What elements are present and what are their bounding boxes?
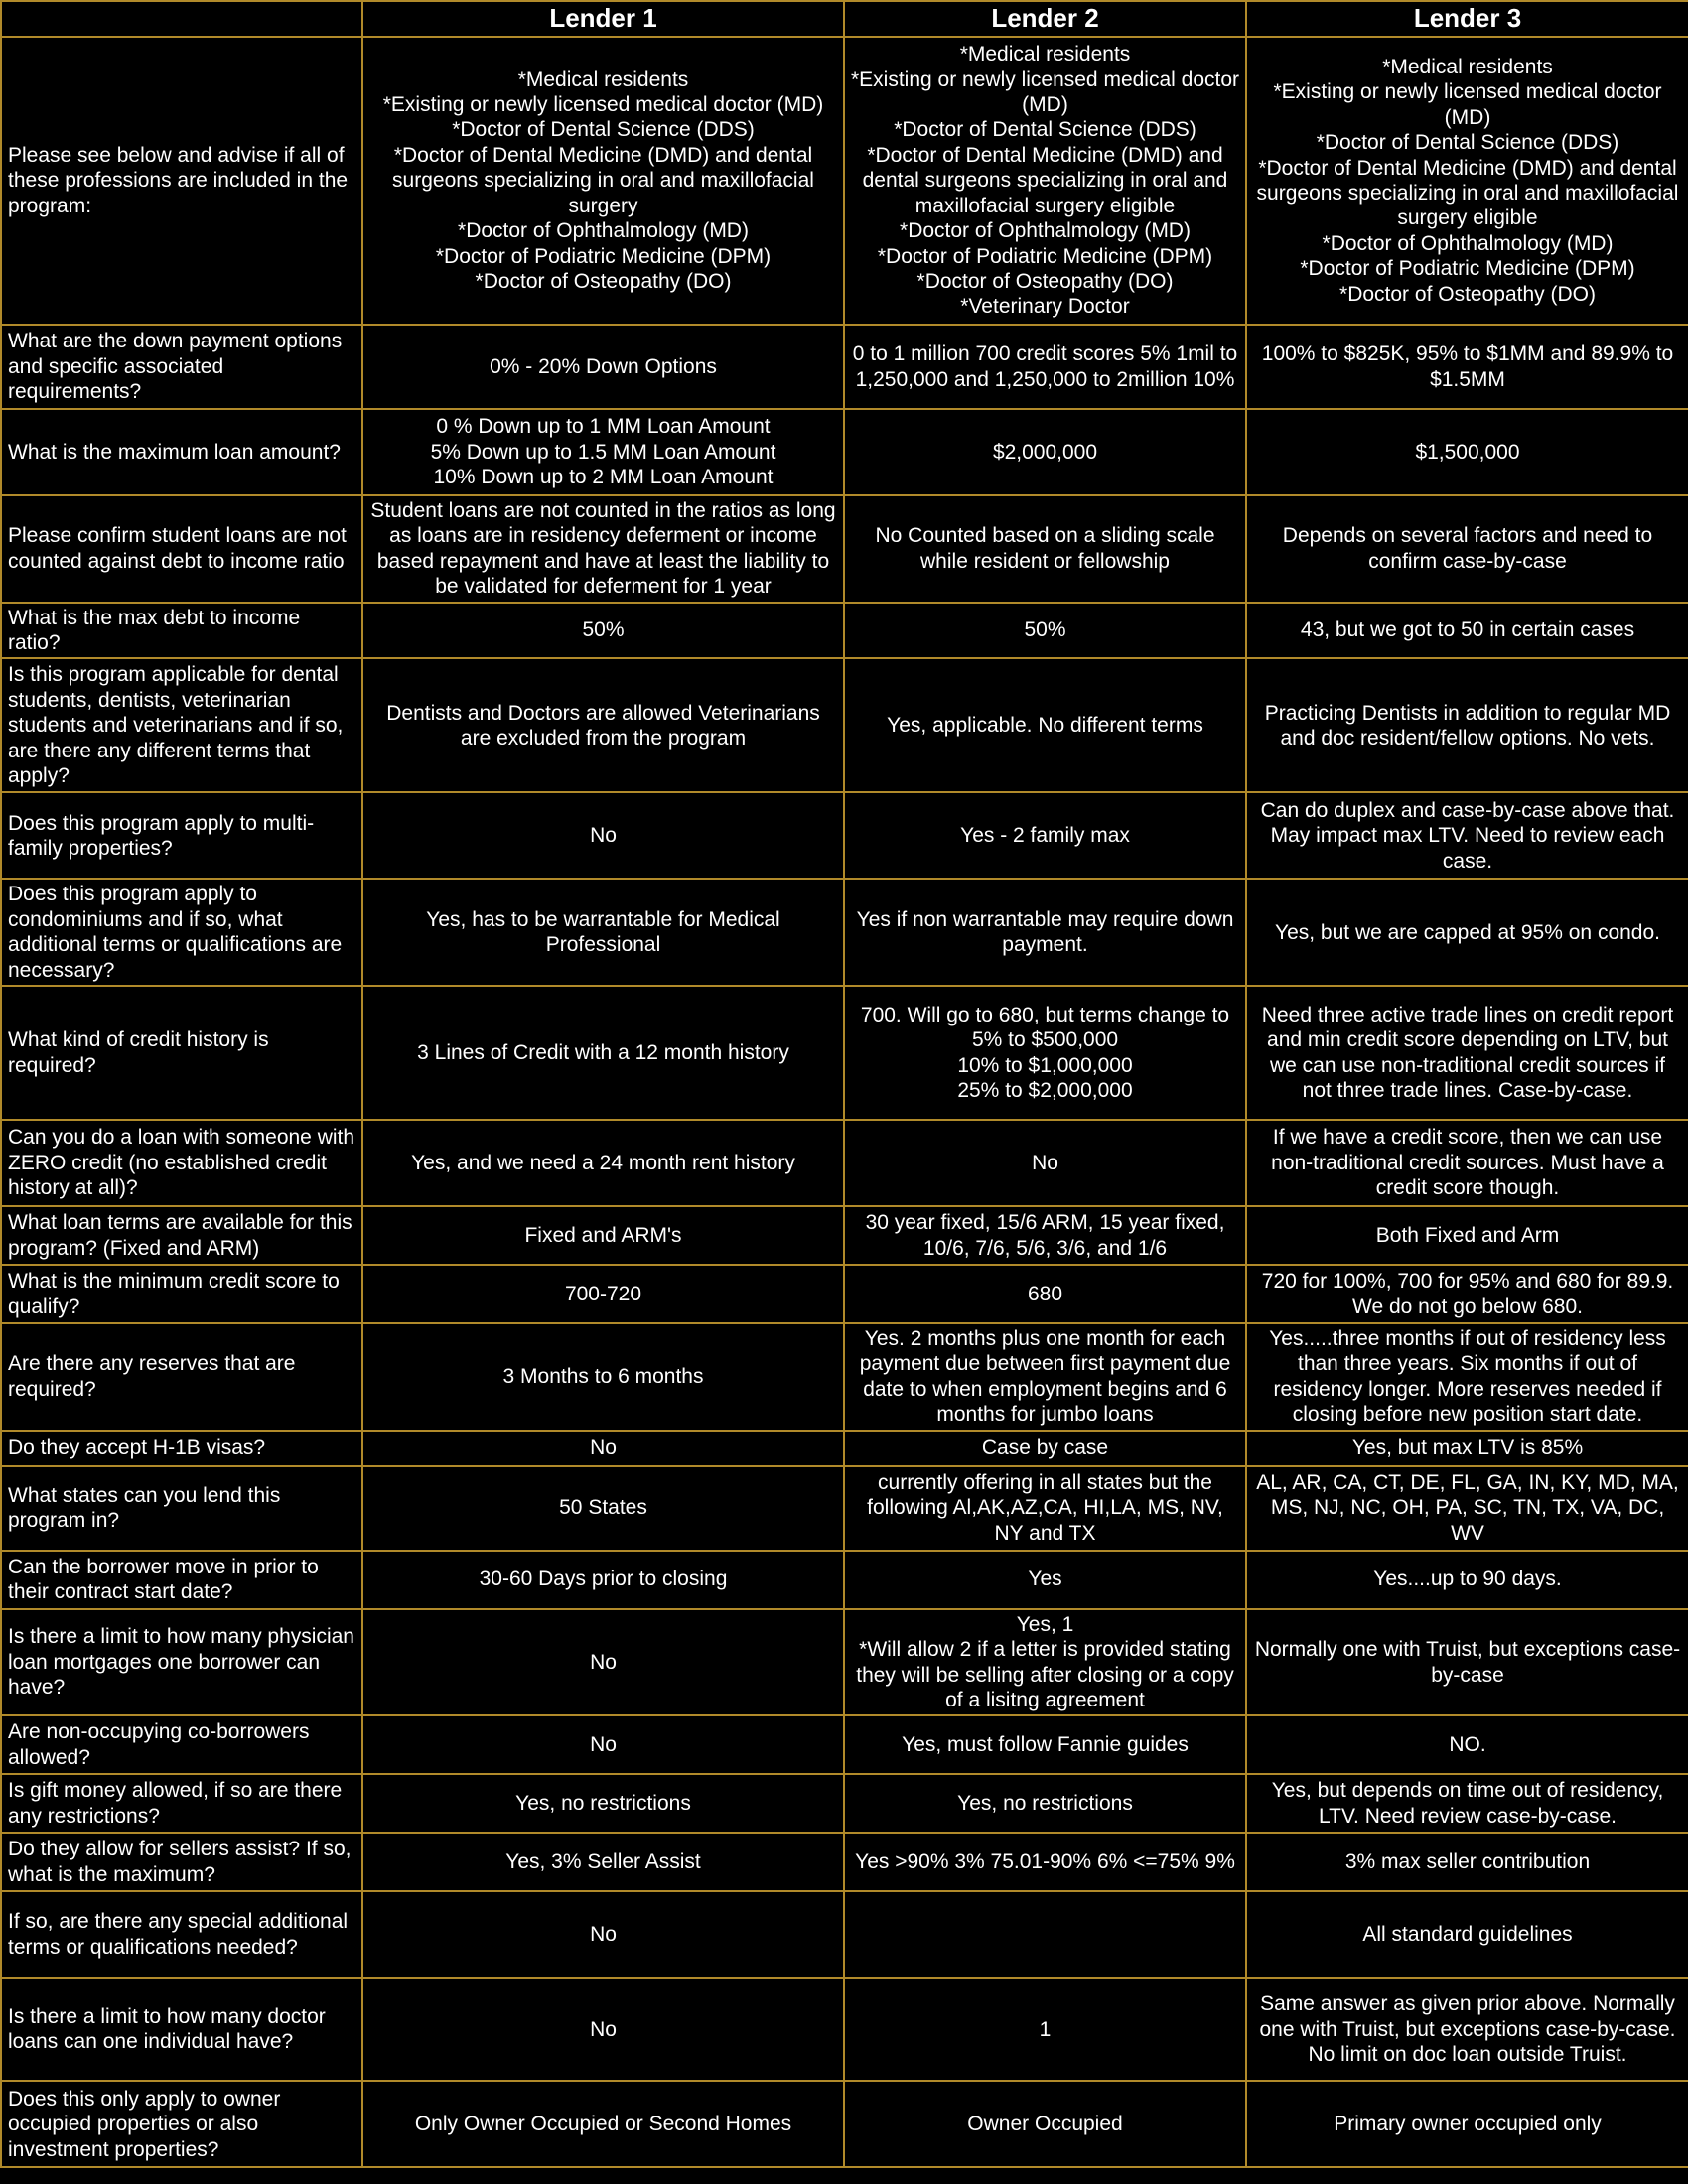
lender-2-answer-cell: Yes, applicable. No different terms — [844, 658, 1246, 792]
table-row — [1, 37, 1688, 325]
table-row — [1, 1715, 1688, 1774]
lender-2-answer-cell: 30 year fixed, 15/6 ARM, 15 year fixed, 10/6, 7/6, 5/6, 3/6, and 1/6 — [844, 1206, 1246, 1265]
question-cell: Please confirm student loans are not counted against debt to income ratio — [1, 495, 362, 603]
lender-3-answer-cell: AL, AR, CA, CT, DE, FL, GA, IN, KY, MD, MA, MS, NJ, NC, OH, PA, SC, TN, TX, VA, DC, WV — [1246, 1466, 1688, 1551]
lender-1-answer-cell: No — [362, 792, 844, 879]
question-cell: Is this program applicable for dental students, dentists, veterinarian students and veterinarians and if so, are there any different terms that apply? — [1, 658, 362, 792]
question-cell: Can the borrower move in prior to their contract start date? — [1, 1551, 362, 1609]
lender-2-answer-cell: Case by case — [844, 1431, 1246, 1466]
question-cell: What states can you lend this program in? — [1, 1466, 362, 1551]
table-row — [1, 658, 1688, 792]
lender-1-answer-cell: Student loans are not counted in the ratios as long as loans are in residency deferment or income based repayment and have at least the liability to be validated for deferment for 1 year — [362, 495, 844, 603]
lender-2-answer-cell: Yes — [844, 1551, 1246, 1609]
lender-2-answer-cell: 0 to 1 million 700 credit scores 5% 1mil to 1,250,000 and 1,250,000 to 2million 10% — [844, 325, 1246, 409]
question-cell: Does this program apply to multi-family properties? — [1, 792, 362, 879]
lender-1-answer-cell: No — [362, 1978, 844, 2081]
question-cell: If so, are there any special additional terms or qualifications needed? — [1, 1891, 362, 1978]
question-cell: Are there any reserves that are required? — [1, 1323, 362, 1431]
lender-3-answer-cell: 43, but we got to 50 in certain cases — [1246, 603, 1688, 659]
lender-2-answer-cell: Owner Occupied — [844, 2081, 1246, 2167]
lender-3-answer-cell: 3% max seller contribution — [1246, 1833, 1688, 1891]
lender-1-answer-cell: Yes, has to be warrantable for Medical Professional — [362, 879, 844, 986]
lender-2-answer-cell: No Counted based on a sliding scale while resident or fellowship — [844, 495, 1246, 603]
lender-3-answer-cell: 100% to $825K, 95% to $1MM and 89.9% to $1.5MM — [1246, 325, 1688, 409]
lender-2-answer-cell: Yes, no restrictions — [844, 1774, 1246, 1833]
question-cell: Are non-occupying co-borrowers allowed? — [1, 1715, 362, 1774]
question-cell: What loan terms are available for this program? (Fixed and ARM) — [1, 1206, 362, 1265]
table-row — [1, 1551, 1688, 1609]
question-cell: Does this only apply to owner occupied properties or also investment properties? — [1, 2081, 362, 2167]
lender-1-answer-cell: Yes, and we need a 24 month rent history — [362, 1120, 844, 1206]
table-row — [1, 1206, 1688, 1265]
lender-1-answer-cell: Dentists and Doctors are allowed Veterinarians are excluded from the program — [362, 658, 844, 792]
lender-1-answer-cell: 0 % Down up to 1 MM Loan Amount 5% Down up to 1.5 MM Loan Amount 10% Down up to 2 MM Loan Amount — [362, 409, 844, 495]
lender-3-answer-cell: *Medical residents *Existing or newly licensed medical doctor (MD) *Doctor of Dental Science (DDS) *Doctor of Dental Medicine (DMD) and dental surgeons specializing in oral and maxillofacial surgery eligible *Doctor of Ophthalmology (MD) *Doctor of Podiatric Medicine (DPM) *Doctor of Osteopathy (DO) — [1246, 37, 1688, 325]
lender-2-answer-cell: No — [844, 1120, 1246, 1206]
lender-2-answer-cell: 1 — [844, 1978, 1246, 2081]
question-cell: Is there a limit to how many doctor loans can one individual have? — [1, 1978, 362, 2081]
lender-2-answer-cell: Yes. 2 months plus one month for each payment due between first payment due date to when employment begins and 6 months for jumbo loans — [844, 1323, 1246, 1431]
lender-2-answer-cell: 700. Will go to 680, but terms change to 5% to $500,000 10% to $1,000,000 25% to $2,000,000 — [844, 986, 1246, 1120]
question-cell: What is the minimum credit score to qualify? — [1, 1265, 362, 1323]
lender-3-answer-cell: 720 for 100%, 700 for 95% and 680 for 89.9. We do not go below 680. — [1246, 1265, 1688, 1323]
lender-1-answer-cell: 700-720 — [362, 1265, 844, 1323]
lender-1-answer-cell: Fixed and ARM's — [362, 1206, 844, 1265]
lender-3-answer-cell: Normally one with Truist, but exceptions case-by-case — [1246, 1609, 1688, 1716]
lender-1-answer-cell: No — [362, 1609, 844, 1716]
question-cell: Do they accept H-1B visas? — [1, 1431, 362, 1466]
table-row — [1, 1978, 1688, 2081]
table-row — [1, 409, 1688, 495]
lender-3-answer-cell: Yes, but we are capped at 95% on condo. — [1246, 879, 1688, 986]
lender-1-answer-cell: No — [362, 1431, 844, 1466]
lender-3-answer-cell: If we have a credit score, then we can use non-traditional credit sources. Must have a credit score though. — [1246, 1120, 1688, 1206]
lender-1-answer-cell: No — [362, 1891, 844, 1978]
lender-3-answer-cell: Depends on several factors and need to confirm case-by-case — [1246, 495, 1688, 603]
lender-3-answer-cell: Yes, but max LTV is 85% — [1246, 1431, 1688, 1466]
question-cell: Is there a limit to how many physician loan mortgages one borrower can have? — [1, 1609, 362, 1716]
question-cell: Please see below and advise if all of these professions are included in the program: — [1, 37, 362, 325]
lender-3-answer-cell: Primary owner occupied only — [1246, 2081, 1688, 2167]
lender-1-answer-cell: 3 Lines of Credit with a 12 month history — [362, 986, 844, 1120]
lender-1-answer-cell: *Medical residents *Existing or newly licensed medical doctor (MD) *Doctor of Dental Science (DDS) *Doctor of Dental Medicine (DMD) and dental surgeons specializing in oral and maxillofacial surgery *Doctor of Ophthalmology (MD) *Doctor of Podiatric Medicine (DPM) *Doctor of Osteopathy (DO) — [362, 37, 844, 325]
table-row — [1, 792, 1688, 879]
table-row — [1, 1431, 1688, 1466]
lender-2-answer-cell: *Medical residents *Existing or newly licensed medical doctor (MD) *Doctor of Dental Science (DDS) *Doctor of Dental Medicine (DMD) and dental surgeons specializing in oral and maxillofacial surgery eligible *Doctor of Ophthalmology (MD) *Doctor of Podiatric Medicine (DPM) *Doctor of Osteopathy (DO) *Veterinary Doctor — [844, 37, 1246, 325]
lender-3-answer-cell: All standard guidelines — [1246, 1891, 1688, 1978]
table-row — [1, 1466, 1688, 1551]
table-row — [1, 1265, 1688, 1323]
lender-2-answer-cell — [844, 1891, 1246, 1978]
lender-3-answer-cell: Same answer as given prior above. Normally one with Truist, but exceptions case-by-case. No limit on doc loan outside Truist. — [1246, 1978, 1688, 2081]
table-row — [1, 1833, 1688, 1891]
lender-3-answer-cell: Practicing Dentists in addition to regular MD and doc resident/fellow options. No vets. — [1246, 658, 1688, 792]
header-corner-cell — [1, 1, 362, 37]
header-row — [1, 1, 1688, 37]
table-row — [1, 603, 1688, 659]
header-lender-2: Lender 2 — [844, 1, 1246, 37]
table-row — [1, 1323, 1688, 1431]
lender-2-answer-cell: $2,000,000 — [844, 409, 1246, 495]
question-cell: What are the down payment options and specific associated requirements? — [1, 325, 362, 409]
table-row — [1, 1120, 1688, 1206]
question-cell: Do they allow for sellers assist? If so, what is the maximum? — [1, 1833, 362, 1891]
question-cell: Does this program apply to condominiums and if so, what additional terms or qualifications are necessary? — [1, 879, 362, 986]
lender-3-answer-cell: $1,500,000 — [1246, 409, 1688, 495]
lender-1-answer-cell: 50% — [362, 603, 844, 659]
lender-2-answer-cell: Yes, must follow Fannie guides — [844, 1715, 1246, 1774]
table-row — [1, 2081, 1688, 2167]
lender-2-answer-cell: Yes if non warrantable may require down payment. — [844, 879, 1246, 986]
lender-1-answer-cell: Yes, no restrictions — [362, 1774, 844, 1833]
lender-3-answer-cell: Need three active trade lines on credit report and min credit score depending on LTV, but we can use non-traditional credit sources if not three trade lines. Case-by-case. — [1246, 986, 1688, 1120]
lender-2-answer-cell: currently offering in all states but the following Al,AK,AZ,CA, HI,LA, MS, NV, NY and TX — [844, 1466, 1246, 1551]
lender-1-answer-cell: 3 Months to 6 months — [362, 1323, 844, 1431]
lender-2-answer-cell: Yes - 2 family max — [844, 792, 1246, 879]
question-cell: What is the maximum loan amount? — [1, 409, 362, 495]
question-cell: What is the max debt to income ratio? — [1, 603, 362, 659]
table-row — [1, 325, 1688, 409]
lender-1-answer-cell: Yes, 3% Seller Assist — [362, 1833, 844, 1891]
lender-3-answer-cell: Both Fixed and Arm — [1246, 1206, 1688, 1265]
question-cell: What kind of credit history is required? — [1, 986, 362, 1120]
lender-3-answer-cell: Can do duplex and case-by-case above that. May impact max LTV. Need to review each case. — [1246, 792, 1688, 879]
lender-2-answer-cell: 50% — [844, 603, 1246, 659]
table-row — [1, 1891, 1688, 1978]
table-row — [1, 1609, 1688, 1716]
lender-1-answer-cell: 50 States — [362, 1466, 844, 1551]
lender-3-answer-cell: Yes....up to 90 days. — [1246, 1551, 1688, 1609]
lender-1-answer-cell: Only Owner Occupied or Second Homes — [362, 2081, 844, 2167]
lender-3-answer-cell: NO. — [1246, 1715, 1688, 1774]
table-row — [1, 986, 1688, 1120]
question-cell: Can you do a loan with someone with ZERO credit (no established credit history at all)? — [1, 1120, 362, 1206]
question-cell: Is gift money allowed, if so are there any restrictions? — [1, 1774, 362, 1833]
table-row — [1, 879, 1688, 986]
lender-2-answer-cell: 680 — [844, 1265, 1246, 1323]
header-lender-1: Lender 1 — [362, 1, 844, 37]
table-row — [1, 1774, 1688, 1833]
lender-1-answer-cell: 30-60 Days prior to closing — [362, 1551, 844, 1609]
lender-2-answer-cell: Yes >90% 3% 75.01-90% 6% <=75% 9% — [844, 1833, 1246, 1891]
lender-2-answer-cell: Yes, 1 *Will allow 2 if a letter is provided stating they will be selling after closing or a copy of a lisitng agreement — [844, 1609, 1246, 1716]
lender-3-answer-cell: Yes.....three months if out of residency less than three years. Six months if out of residency longer. More reserves needed if closing before new position start date. — [1246, 1323, 1688, 1431]
lender-1-answer-cell: No — [362, 1715, 844, 1774]
header-lender-3: Lender 3 — [1246, 1, 1688, 37]
table-row — [1, 495, 1688, 603]
lender-1-answer-cell: 0% - 20% Down Options — [362, 325, 844, 409]
lender-3-answer-cell: Yes, but depends on time out of residency, LTV. Need review case-by-case. — [1246, 1774, 1688, 1833]
